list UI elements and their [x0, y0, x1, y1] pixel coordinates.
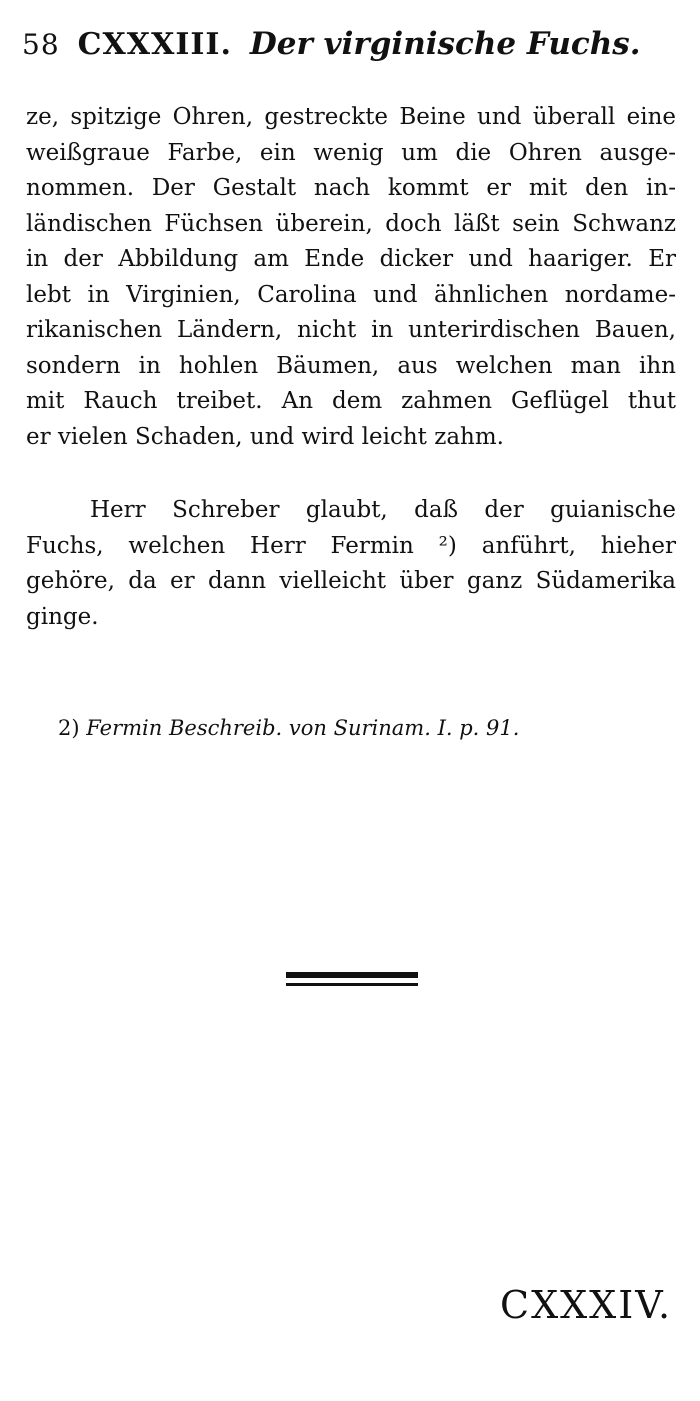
text-line: weißgraue Farbe, ein wenig um die Ohren ausge-: [26, 139, 676, 166]
text-line: lebt in Virginien, Carolina und ähnlichen nordame-: [26, 281, 676, 308]
text-line: nommen. Der Gestalt nach kommt er mit den in-: [26, 175, 676, 201]
chapter-number: CXXXIII.: [77, 27, 232, 62]
text-line: gehöre, da er dann vielleicht über ganz Südamerika: [26, 568, 676, 594]
footnote-marker: 2): [58, 716, 80, 740]
text-line: er vielen Schaden, und wird leicht zahm.: [26, 423, 504, 450]
text-line: rikanischen Ländern, nicht in unterirdischen Bauen,: [26, 317, 676, 343]
section-divider: [286, 972, 418, 990]
divider-thin-line: [286, 983, 418, 986]
text-line: ze, spitzige Ohren, gestreckte Beine und überall eine: [26, 104, 676, 130]
paragraph-1: [26, 100, 676, 455]
page-header: [22, 26, 678, 70]
running-title: Der virginische Fuchs.: [249, 26, 641, 62]
text-line: mit Rauch treibet. An dem zahmen Geflügel thut: [26, 388, 676, 414]
page-number: 58: [22, 28, 60, 61]
paragraph-2: [26, 493, 676, 635]
catchword: CXXXIV.: [500, 1283, 673, 1327]
footnote-text: Fermin Beschreib. von Surinam.: [86, 716, 431, 740]
text-line: sondern in hohlen Bäumen, aus welchen man ihn: [26, 352, 676, 379]
text-line: ländischen Füchsen überein, doch läßt sein Schwanz: [26, 210, 676, 237]
text-line: in der Abbildung am Ende dicker und haariger. Er: [26, 246, 676, 272]
footnote: [58, 716, 519, 740]
text-line: Herr Schreber glaubt, daß der guianische: [90, 497, 676, 523]
text-line: ginge.: [26, 603, 99, 630]
text-line: Fuchs, welchen Herr Fermin ²) anführt, hieher: [26, 532, 676, 559]
footnote-reference: I. p. 91.: [437, 716, 520, 740]
divider-thick-line: [286, 972, 418, 978]
